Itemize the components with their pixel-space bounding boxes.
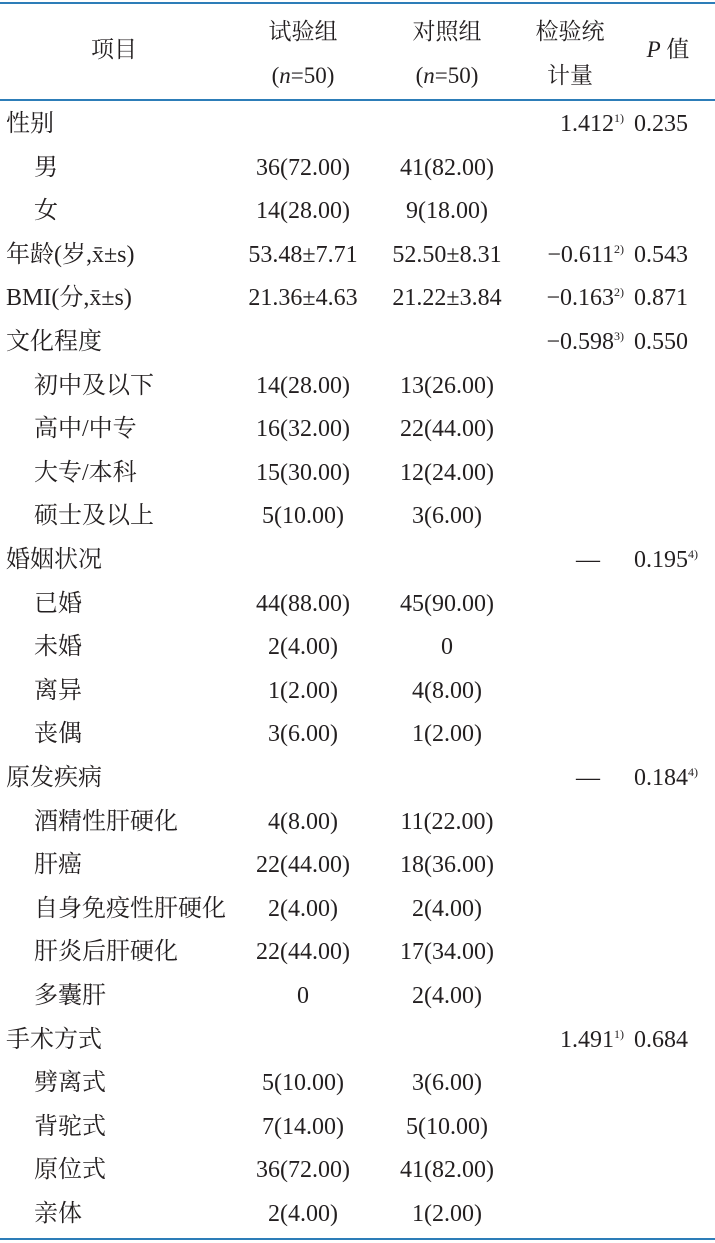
- header-stat-line1: 检验统: [535, 19, 605, 44]
- header-test-group: 试验组: [268, 19, 338, 44]
- row-label: 已婚: [34, 590, 82, 617]
- cell-test-group: 3(6.00): [268, 721, 338, 748]
- header-control-n: (n=50): [415, 63, 479, 88]
- cell-test-group: 4(8.00): [268, 808, 338, 835]
- statistic-value: —: [576, 765, 600, 791]
- cell-test-group: 22(44.00): [256, 852, 350, 879]
- row-label: 硕士及以上: [34, 503, 154, 530]
- cell-control-group: 1(2.00): [412, 1201, 482, 1227]
- header-stat-line2: 计量: [547, 63, 593, 88]
- row-label: 性别: [6, 111, 54, 137]
- cell-p-value: [634, 233, 714, 277]
- cell-control-group: 1(2.00): [412, 721, 482, 748]
- table-row: [0, 843, 715, 887]
- table-row: [0, 320, 715, 364]
- table-row: [0, 1061, 715, 1105]
- statistic-value: 1.491: [560, 1026, 614, 1053]
- header-p-letter: P: [646, 37, 661, 62]
- table-row: [0, 1148, 715, 1192]
- table-row: [0, 756, 715, 800]
- table-row: [0, 146, 715, 190]
- table-row: [0, 451, 715, 495]
- cell-test-group: 22(44.00): [256, 939, 350, 966]
- cell-test-group: 14(28.00): [256, 198, 350, 225]
- table-row: [0, 887, 715, 931]
- cell-test-group: 15(30.00): [256, 459, 350, 486]
- cell-test-group: 36(72.00): [256, 154, 350, 181]
- cell-control-group: 3(6.00): [412, 503, 482, 530]
- row-label: 背驼式: [34, 1113, 106, 1140]
- row-label: 亲体: [34, 1201, 82, 1227]
- table-row: [0, 1018, 715, 1062]
- row-label: 肝炎后肝硬化: [34, 939, 178, 966]
- cell-control-group: 4(8.00): [412, 677, 482, 704]
- row-label: 原发疾病: [6, 765, 102, 791]
- statistic-footnote-mark: 3): [614, 329, 624, 343]
- cell-test-group: 5(10.00): [262, 503, 344, 530]
- p-value: 0.543: [634, 241, 688, 268]
- cell-control-group: 12(24.00): [400, 459, 494, 486]
- cell-control-group: 18(36.00): [400, 852, 494, 879]
- cell-test-group: 14(28.00): [256, 372, 350, 399]
- cell-control-group: 21.22±3.84: [392, 285, 502, 312]
- row-label: 大专/本科: [34, 459, 137, 486]
- cell-test-statistic: [516, 233, 624, 277]
- cell-test-group: 44(88.00): [256, 590, 350, 617]
- table-bottom-rule: [0, 1238, 715, 1240]
- row-label: BMI(分,x̄±s): [6, 285, 132, 312]
- p-value: 0.235: [634, 111, 688, 137]
- table-row: [0, 582, 715, 626]
- table-row: [0, 800, 715, 844]
- cell-test-group: 0: [297, 983, 309, 1009]
- table-row: [0, 364, 715, 408]
- p-value: 0.550: [634, 329, 688, 355]
- cell-test-group: 1(2.00): [268, 677, 338, 704]
- cell-test-group: 2(4.00): [268, 1201, 338, 1227]
- row-label: 婚姻状况: [6, 547, 102, 573]
- cell-test-statistic: [516, 756, 624, 800]
- cell-control-group: 2(4.00): [412, 983, 482, 1009]
- cell-p-value: [634, 538, 714, 582]
- table-row: [0, 712, 715, 756]
- p-value: 0.184: [634, 765, 688, 791]
- table-header-rule: [0, 99, 715, 101]
- cell-test-group: 21.36±4.63: [248, 285, 358, 312]
- table-row: [0, 625, 715, 669]
- cell-test-statistic: [516, 276, 624, 320]
- cell-control-group: 17(34.00): [400, 939, 494, 966]
- row-label: 肝癌: [34, 852, 82, 879]
- statistic-footnote-mark: 1): [614, 1026, 624, 1041]
- p-value: 0.195: [634, 547, 688, 573]
- header-test-n: (n=50): [271, 63, 335, 88]
- cell-control-group: 13(26.00): [400, 372, 494, 399]
- cell-test-group: 53.48±7.71: [248, 241, 358, 268]
- statistic-value: −0.598: [546, 329, 614, 355]
- table-row: [0, 233, 715, 277]
- p-footnote-mark: 4): [688, 547, 698, 561]
- cell-control-group: 22(44.00): [400, 416, 494, 443]
- statistic-value: —: [576, 547, 600, 573]
- row-label: 自身免疫性肝硬化: [34, 895, 226, 922]
- statistic-value: −0.611: [547, 241, 614, 268]
- cell-p-value: [634, 320, 714, 364]
- row-label: 酒精性肝硬化: [34, 808, 178, 835]
- cell-p-value: [634, 756, 714, 800]
- row-label: 男: [34, 154, 58, 181]
- cell-control-group: 41(82.00): [400, 154, 494, 181]
- statistic-footnote-mark: 2): [614, 285, 624, 300]
- cell-control-group: 5(10.00): [406, 1113, 488, 1140]
- table-row: [0, 407, 715, 451]
- cell-test-group: 36(72.00): [256, 1157, 350, 1184]
- p-value: 0.871: [634, 285, 688, 312]
- cell-test-statistic: [516, 320, 624, 364]
- cell-test-group: 2(4.00): [268, 634, 338, 661]
- cell-control-group: 11(22.00): [400, 808, 494, 835]
- row-label: 多囊肝: [34, 983, 106, 1009]
- row-label: 手术方式: [6, 1026, 102, 1053]
- statistic-value: −0.163: [546, 285, 614, 312]
- cell-control-group: 41(82.00): [400, 1157, 494, 1184]
- cell-p-value: [634, 1018, 714, 1062]
- statistic-footnote-mark: 1): [614, 111, 624, 125]
- cell-test-group: 16(32.00): [256, 416, 350, 443]
- row-label: 劈离式: [34, 1070, 106, 1097]
- table-row: [0, 494, 715, 538]
- table-row: [0, 669, 715, 713]
- statistic-footnote-mark: 2): [614, 241, 624, 256]
- cell-test-group: 7(14.00): [262, 1113, 344, 1140]
- cell-test-statistic: [516, 538, 624, 582]
- row-label: 女: [34, 198, 58, 225]
- row-label: 离异: [34, 677, 82, 704]
- cell-control-group: 52.50±8.31: [392, 241, 502, 268]
- cell-control-group: 3(6.00): [412, 1070, 482, 1097]
- table-row: [0, 538, 715, 582]
- cell-test-statistic: [516, 102, 624, 146]
- cell-test-statistic: [516, 1018, 624, 1062]
- table-top-rule: [0, 2, 715, 4]
- p-footnote-mark: 4): [688, 765, 698, 779]
- header-control-group: 对照组: [412, 19, 482, 44]
- row-label: 原位式: [34, 1157, 106, 1184]
- row-label: 高中/中专: [34, 416, 137, 443]
- row-label: 初中及以下: [34, 372, 154, 399]
- p-value: 0.684: [634, 1026, 688, 1053]
- row-label: 文化程度: [6, 329, 102, 355]
- table-row: [0, 1105, 715, 1149]
- cell-control-group: 0: [441, 634, 453, 661]
- header-item: 项目: [91, 37, 137, 62]
- header-p-suffix: 值: [666, 37, 690, 62]
- table-row: [0, 102, 715, 146]
- cell-control-group: 45(90.00): [400, 590, 494, 617]
- statistic-value: 1.412: [560, 111, 614, 137]
- table-row: [0, 189, 715, 233]
- table-row: [0, 276, 715, 320]
- row-label: 年龄(岁,x̄±s): [6, 241, 135, 268]
- cell-test-group: 2(4.00): [268, 895, 338, 922]
- cell-test-group: 5(10.00): [262, 1070, 344, 1097]
- row-label: 未婚: [34, 634, 82, 661]
- cell-p-value: [634, 102, 714, 146]
- table-row: [0, 974, 715, 1018]
- cell-p-value: [634, 276, 714, 320]
- cell-control-group: 9(18.00): [406, 198, 488, 225]
- row-label: 丧偶: [34, 721, 82, 748]
- cell-control-group: 2(4.00): [412, 895, 482, 922]
- table-row: [0, 930, 715, 974]
- table-row: [0, 1192, 715, 1236]
- header-p-value: [628, 30, 708, 70]
